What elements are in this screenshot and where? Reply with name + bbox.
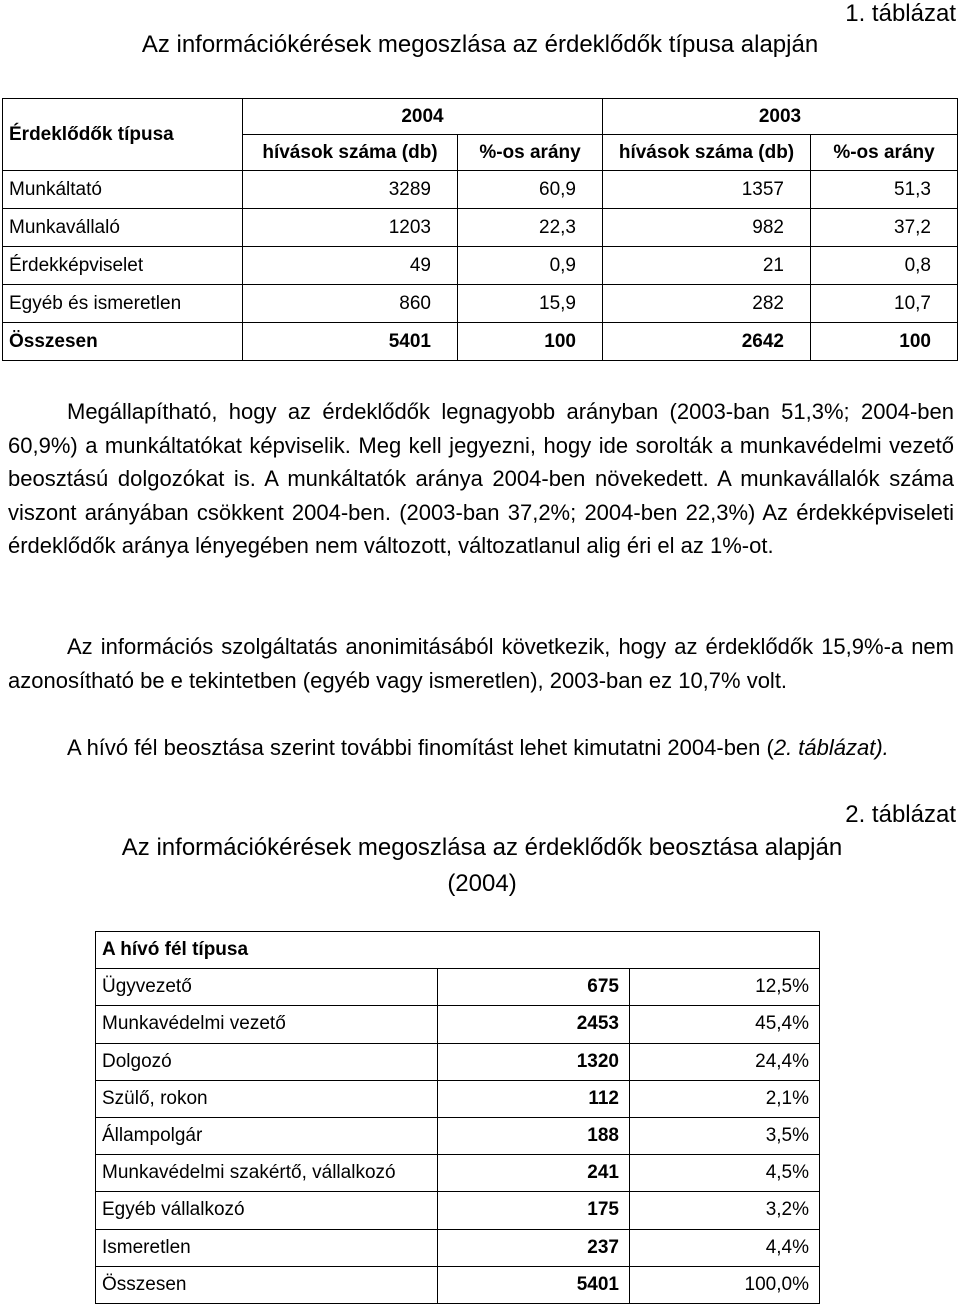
table1-cell-count-2003: 2642 [603, 323, 811, 361]
table2-cell-count: 5401 [438, 1266, 630, 1303]
table2-cell-type: Egyéb vállalkozó [96, 1192, 438, 1229]
table1-year-header-row [3, 99, 958, 135]
table-row [3, 247, 958, 285]
table2-cell-type: Állampolgár [96, 1117, 438, 1154]
table1-cell-type: Egyéb és ismeretlen [3, 285, 243, 323]
table1-cell-count-2003: 1357 [603, 171, 811, 209]
table1-cell-pct-2003: 37,2 [811, 209, 958, 247]
table-row [3, 285, 958, 323]
table-row [96, 1229, 820, 1266]
table1-subheader: %-os arány [458, 135, 603, 171]
table2-cell-type: Szülő, rokon [96, 1080, 438, 1117]
table1-cell-count-2004: 3289 [243, 171, 458, 209]
table2-cell-pct: 12,5% [630, 969, 820, 1006]
table1-cell-count-2004: 1203 [243, 209, 458, 247]
table2-cell-count: 675 [438, 969, 630, 1006]
table-row [96, 1043, 820, 1080]
table1-cell-type: Munkavállaló [3, 209, 243, 247]
table1-cell-type: Munkáltató [3, 171, 243, 209]
table2 [95, 931, 820, 1304]
table1-cell-pct-2003: 0,8 [811, 247, 958, 285]
table-row [96, 1117, 820, 1154]
table2-cell-count: 112 [438, 1080, 630, 1117]
table2-cell-type: Összesen [96, 1266, 438, 1303]
table1-cell-count-2004: 49 [243, 247, 458, 285]
paragraph-2: Az információs szolgáltatás anonimitásából következik, hogy az érdeklődők 15,9%-a nem azonosítható be e tekintetben (egyéb vagy ismeretlen), 2003-ban ez 10,7% volt. [8, 634, 954, 693]
table-row [96, 1192, 820, 1229]
table1-subheader: hívások száma (db) [603, 135, 811, 171]
table2-cell-pct: 4,4% [630, 1229, 820, 1266]
table2-cell-count: 241 [438, 1155, 630, 1192]
table1-total-row [3, 323, 958, 361]
paragraph-3 [8, 731, 954, 765]
table2-cell-pct: 100,0% [630, 1266, 820, 1303]
table1-cell-count-2004: 860 [243, 285, 458, 323]
table2-cell-type: Dolgozó [96, 1043, 438, 1080]
table1-cell-pct-2003: 100 [811, 323, 958, 361]
table-row [3, 171, 958, 209]
table1 [2, 98, 958, 361]
table2-cell-count: 175 [438, 1192, 630, 1229]
table2-reference: 2. táblázat). [773, 735, 889, 760]
table1-label: 1. táblázat [845, 0, 956, 27]
table2-title-line2: (2004) [447, 870, 517, 897]
table1-subheader: %-os arány [811, 135, 958, 171]
table1-title: Az információkérések megoszlása az érdeklődők típusa alapján [141, 31, 819, 58]
table-row [96, 1006, 820, 1043]
table1-cell-pct-2004: 15,9 [458, 285, 603, 323]
table2-cell-type: Ügyvezető [96, 969, 438, 1006]
table1-cell-pct-2004: 0,9 [458, 247, 603, 285]
table2-total-row [96, 1266, 820, 1303]
table1-cell-pct-2004: 60,9 [458, 171, 603, 209]
table1-cell-count-2003: 282 [603, 285, 811, 323]
table-row [96, 969, 820, 1006]
table1-cell-type: Érdekképviselet [3, 247, 243, 285]
table1-row-header: Érdeklődők típusa [3, 99, 243, 171]
table1-cell-count-2003: 982 [603, 209, 811, 247]
table1-cell-pct-2003: 51,3 [811, 171, 958, 209]
table1-subheader: hívások száma (db) [243, 135, 458, 171]
table2-cell-pct: 4,5% [630, 1155, 820, 1192]
table2-cell-count: 1320 [438, 1043, 630, 1080]
table2-cell-count: 2453 [438, 1006, 630, 1043]
table2-cell-pct: 3,2% [630, 1192, 820, 1229]
table1-year-2003: 2003 [603, 99, 958, 135]
table2-cell-pct: 3,5% [630, 1117, 820, 1154]
table2-header: A hívó fél típusa [96, 932, 820, 969]
table1-cell-type: Összesen [3, 323, 243, 361]
table2-cell-pct: 45,4% [630, 1006, 820, 1043]
table1-cell-count-2004: 5401 [243, 323, 458, 361]
table1-year-2004: 2004 [243, 99, 603, 135]
table1-cell-count-2003: 21 [603, 247, 811, 285]
table1-cell-pct-2004: 22,3 [458, 209, 603, 247]
table1-cell-pct-2004: 100 [458, 323, 603, 361]
paragraph-3-text: A hívó fél beosztása szerint további finomítást lehet kimutatni 2004-ben ( [67, 735, 774, 760]
table2-cell-type: Ismeretlen [96, 1229, 438, 1266]
table-row [96, 1155, 820, 1192]
table2-cell-type: Munkavédelmi vezető [96, 1006, 438, 1043]
table2-cell-type: Munkavédelmi szakértő, vállalkozó [96, 1155, 438, 1192]
table2-cell-pct: 24,4% [630, 1043, 820, 1080]
table2-title-line1: Az információkérések megoszlása az érdeklődők beosztása alapján [121, 834, 843, 861]
table-row [96, 1080, 820, 1117]
table1-cell-pct-2003: 10,7 [811, 285, 958, 323]
paragraph-1: Megállapítható, hogy az érdeklődők legnagyobb arányban (2003-ban 51,3%; 2004-ben 60,9%) a munkáltatókat képviselik. Meg kell jegyezni, hogy ide sorolták a munkavédelmi vezető beosztású dolgozókat is. A munkáltatók aránya 2004-ben növekedett. A munkavállalók száma viszont arányában csökkent 2004-ben. (2003-ban 37,2%; 2004-ben 22,3%) Az érdekképviseleti érdeklődők aránya lényegében nem változott, változatlanul alig éri el az 1%-ot. [8, 399, 954, 558]
table2-header-row [96, 932, 820, 969]
table2-label: 2. táblázat [845, 801, 956, 828]
table-row [3, 209, 958, 247]
table2-cell-count: 237 [438, 1229, 630, 1266]
table2-cell-pct: 2,1% [630, 1080, 820, 1117]
table2-cell-count: 188 [438, 1117, 630, 1154]
